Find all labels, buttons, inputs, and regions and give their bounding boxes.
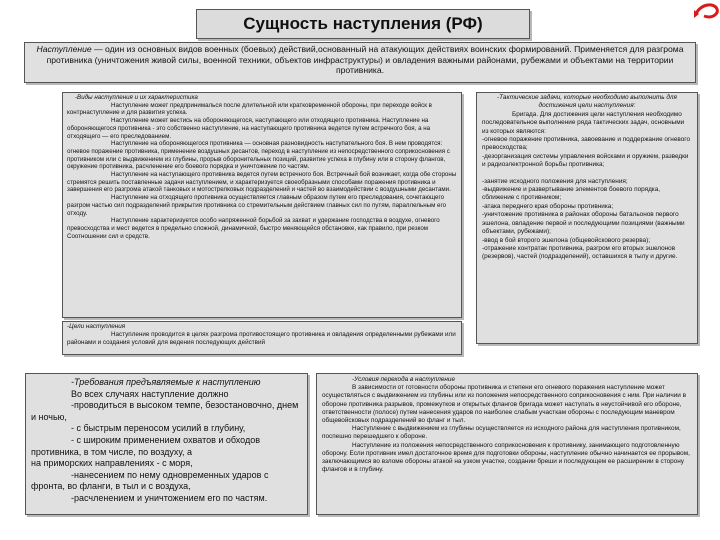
transition-paragraph: Наступление из положения непосредственного соприкосновения к противнику, занимающего подготовленную оборону. Если противник имел достаточное время для подготовки обороны, наступление обычно начинается ее прорывом, заключающимся во взломе обороны атакой на узком участке, создании бреши и последующем ее расширении в сторону флангов и в глубину.: [322, 441, 690, 474]
tasks-line: -уничтожение противника в районах обороны батальонов первого эшелона, овладение первой и последующими позициями (важными объектами, рубежами);: [482, 211, 685, 236]
kinds-paragraph: Наступление на отходящего противника осуществляется главным образом путем его преследования, сочетающего разгром частью сил подразделений прикрытия противника со стремительным действием главных сил по путям, параллельным его отходу.: [67, 194, 447, 217]
red-curl-arrow-icon: [692, 0, 720, 24]
offense-goals-box: [62, 321, 462, 355]
tasks-line: -огневое поражение противника, завоевание и поддержание огневого превосходства;: [482, 136, 691, 152]
definition-term: Наступление: [36, 44, 92, 54]
tasks-line: -отражение контратак противника, разгром его вторых эшелонов (резервов), частей (подразделений), оставшихся в тылу и другие.: [482, 244, 678, 261]
requirements-line: -проводиться в высоком темпе, безостановочно, днем и ночью,: [31, 400, 299, 422]
requirements-line: -расчленением и уничтожением его по частям.: [71, 492, 268, 503]
requirements-line: на приморских направлениях - с моря,: [31, 458, 193, 469]
requirements-box: [25, 373, 308, 515]
requirements-line: Во всех случаях наступление должно: [71, 388, 229, 399]
requirements-line: -нанесением по нему одновременных ударов с фронта, во фланги, в тыл и с воздуха,: [31, 469, 269, 492]
definition-box: [24, 42, 696, 83]
tactical-tasks-box: [476, 92, 698, 344]
page-title: Сущность наступления (РФ): [196, 9, 530, 39]
requirements-heading: -Требования предъявляемые к наступлению: [71, 377, 261, 387]
goal-text: Наступление проводится в целях разгрома противостоящего противника и овладения определенными рубежами или районами и создания условий для ведения последующих действий: [67, 331, 456, 346]
transition-paragraph: В зависимости от готовности обороны противника и степени его огневого поражения наступление может осуществляться с выдвижением из глубины или из положения непосредственного соприкосновения с ним. При наличии в обороне противника разрывов, промежутков и открытых флангов бригада может наступать в неустойчивой его обороне,: [322, 384, 687, 408]
tasks-line: -атака переднего края обороны противника;: [482, 202, 614, 210]
tasks-line: Бригада. Для достижения цели наступления необходимо последовательное выполнение ряда тактических задач, основными из которых являются:: [482, 110, 685, 135]
kinds-paragraph: Наступление на обороняющегося противника — основная разновидность наступательного боя. В нем проводятся: огневое поражение противника, применение воздушных десантов, переход в наступление из непосредственного соприкосновения с противником или с выдвижением из глубины, прорыв оборонительных позиций, развитие успеха в глубину или в сторону флангов, окружение противника, расчленение его боевого порядка и уничтожение по частям.: [67, 140, 450, 171]
tasks-line: -занятие исходного положения для наступления;: [482, 177, 628, 185]
tasks-line: -дезорганизация системы управления войсками и оружием, разведки и радиоэлектронной борьбы противника;: [482, 152, 689, 169]
requirements-line: - с быстрым переносом усилий в глубину,: [71, 423, 246, 434]
transition-paragraph: ответственности (полосе) путем нанесения ударов по наиболее слабым участкам обороны с последующим маневром общевойсковых подразделений во фланг и тыл.: [322, 408, 675, 425]
kinds-paragraph: Наступление на наступающего противника ведется путем встречного боя. Встречный бой возникает, когда обе стороны стремятся решить поставленные задачи наступлением, и характеризуется своеобразными способами поражения противника и завершения его разгрома атакой танковых и мотострелковых подразделений и частей во взаимодействии с воздушными десантами.: [67, 171, 457, 194]
kinds-paragraph: Наступление характеризуется особо напряженной борьбой за захват и удержание господства в воздухе, огневого превосходства и мест ведется в предельно сложной, динамичной, быстро меняющейся обстановке, как правило, при резком Соотношении сил и средств.: [67, 217, 440, 240]
transition-heading: -Условия перехода в наступление: [352, 376, 455, 383]
definition-text: — один из основных видов военных (боевых) действий,основанный на атакующих действиях воинских формирований. Применяется для разгрома противника (уничтожения живой силы, военной техники, объектов инфраструктуры) и овладения важными районами, рубежами и объектами на территории противника.: [46, 44, 684, 75]
kinds-heading: -Виды наступления и их характеристика: [75, 94, 198, 101]
offense-kinds-box: [62, 92, 462, 318]
kinds-paragraph: Наступление может вестись на обороняющегося, наступающего или отходящего противника. Наступление на обороняющегося противника - это собственно наступление, на наступающего противника ведется путем встречного боя, а на отходящего — его преследованием.: [67, 117, 431, 140]
transition-conditions-box: [316, 373, 698, 515]
goal-heading: -Цели наступления: [67, 323, 126, 330]
tasks-heading: -Тактические задачи, которые необходимо выполнить для достижения цели наступления:: [497, 94, 677, 110]
transition-paragraph: Наступление с выдвижением из глубины осуществляется из исходного района для наступления противником, поспешно перешедшего к обороне.: [322, 425, 681, 441]
kinds-paragraph: Наступление может предпринималься после длительной или кратковременной обороны, при переходе войск в контрнаступление и для развития успеха.: [67, 101, 432, 117]
tasks-line: -ввод в бой второго эшелона (общевойскового резерва);: [482, 236, 650, 244]
tasks-line: -выдвижение и развертывание элементов боевого порядка, сближение с противником;: [482, 186, 661, 202]
requirements-line: - с широким применением охватов и обходов противника, в том числе, по воздуху, а: [31, 434, 261, 457]
